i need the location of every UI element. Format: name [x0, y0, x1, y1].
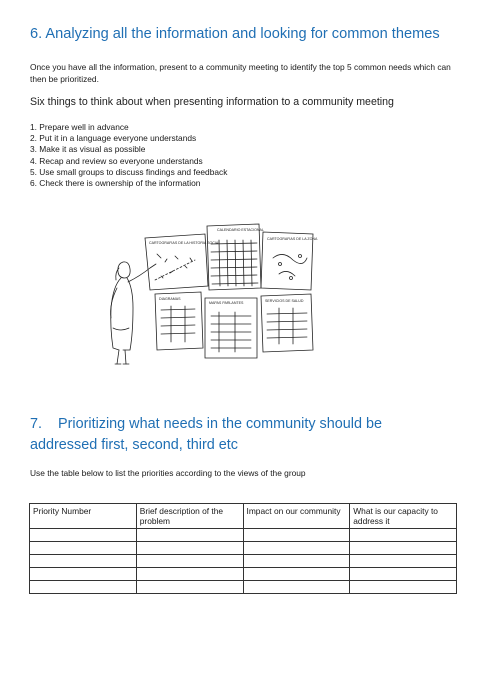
- table-cell[interactable]: [136, 542, 243, 555]
- table-cell[interactable]: [243, 568, 350, 581]
- presenting-subheading: Six things to think about when presenting information to a community meeting: [30, 96, 394, 108]
- table-cell[interactable]: [350, 568, 457, 581]
- chart-label: SERVICIOS DE SALUD: [265, 299, 304, 303]
- table-row: [30, 568, 457, 581]
- table-cell[interactable]: [30, 568, 137, 581]
- chart-seasonal-calendar: [207, 224, 264, 290]
- table-cell[interactable]: [136, 581, 243, 594]
- chart-area-map: [261, 232, 318, 290]
- table-instruction: Use the table below to list the priorities according to the views of the group: [30, 468, 306, 478]
- table-row: [30, 529, 457, 542]
- table-row: [30, 581, 457, 594]
- list-item: 3. Make it as visual as possible: [30, 144, 146, 155]
- chart-label: CARTOGRAFIAS DE LA HISTORIA SOCIAL: [149, 241, 221, 245]
- list-item: 1. Prepare well in advance: [30, 122, 129, 132]
- table-cell[interactable]: [350, 542, 457, 555]
- chart-health-services: [261, 294, 313, 352]
- table-cell[interactable]: [243, 555, 350, 568]
- section-7-title: Prioritizing what needs in the community should be addressed first, second, third etc: [30, 416, 382, 453]
- list-item: 6. Check there is ownership of the information: [30, 178, 201, 189]
- chart-label: MAPAS PARLANTES: [209, 301, 244, 305]
- section-7-number: 7.: [30, 416, 43, 432]
- column-header-impact: Impact on our community: [243, 504, 350, 529]
- chart-label: CALENDARIO ESTACIONAL: [217, 228, 264, 232]
- table-cell[interactable]: [136, 529, 243, 542]
- table-cell[interactable]: [243, 581, 350, 594]
- community-meeting-illustration: [95, 218, 400, 380]
- section-6-intro: Once you have all the information, present to a community meeting to identify the top 5 common needs which can then be prioritized.: [30, 62, 451, 84]
- table-cell[interactable]: [350, 529, 457, 542]
- table-cell[interactable]: [136, 568, 243, 581]
- table-cell[interactable]: [136, 555, 243, 568]
- table-cell[interactable]: [30, 581, 137, 594]
- table-header-row: [30, 504, 457, 529]
- presenting-tips-list: [30, 122, 227, 189]
- presenter-figure: [111, 262, 156, 364]
- chart-label: CARTOGRAFIAS DE LA ZONA: [267, 237, 318, 241]
- column-header-priority-number: Priority Number: [30, 504, 137, 529]
- table-cell[interactable]: [30, 529, 137, 542]
- priority-table: [29, 503, 457, 594]
- table-row: [30, 555, 457, 568]
- section-6-heading: 6. Analyzing all the information and looking for common themes: [30, 26, 440, 42]
- table-cell[interactable]: [350, 555, 457, 568]
- chart-label: DIAGRAMAS: [159, 297, 181, 301]
- chart-talking-maps: [205, 298, 257, 358]
- column-header-problem: Brief description of the problem: [136, 504, 243, 529]
- list-item: 5. Use small groups to discuss findings and feedback: [30, 166, 228, 177]
- chart-diagrams: [155, 292, 203, 350]
- column-header-capacity: What is our capacity to address it: [350, 504, 457, 529]
- section-7-heading: [30, 414, 450, 456]
- table-cell[interactable]: [243, 542, 350, 555]
- table-cell[interactable]: [243, 529, 350, 542]
- table-cell[interactable]: [350, 581, 457, 594]
- list-item: 4. Recap and review so everyone understands: [30, 155, 203, 166]
- table-cell[interactable]: [30, 542, 137, 555]
- table-row: [30, 542, 457, 555]
- table-cell[interactable]: [30, 555, 137, 568]
- list-item: 2. Put it in a language everyone understands: [30, 133, 197, 144]
